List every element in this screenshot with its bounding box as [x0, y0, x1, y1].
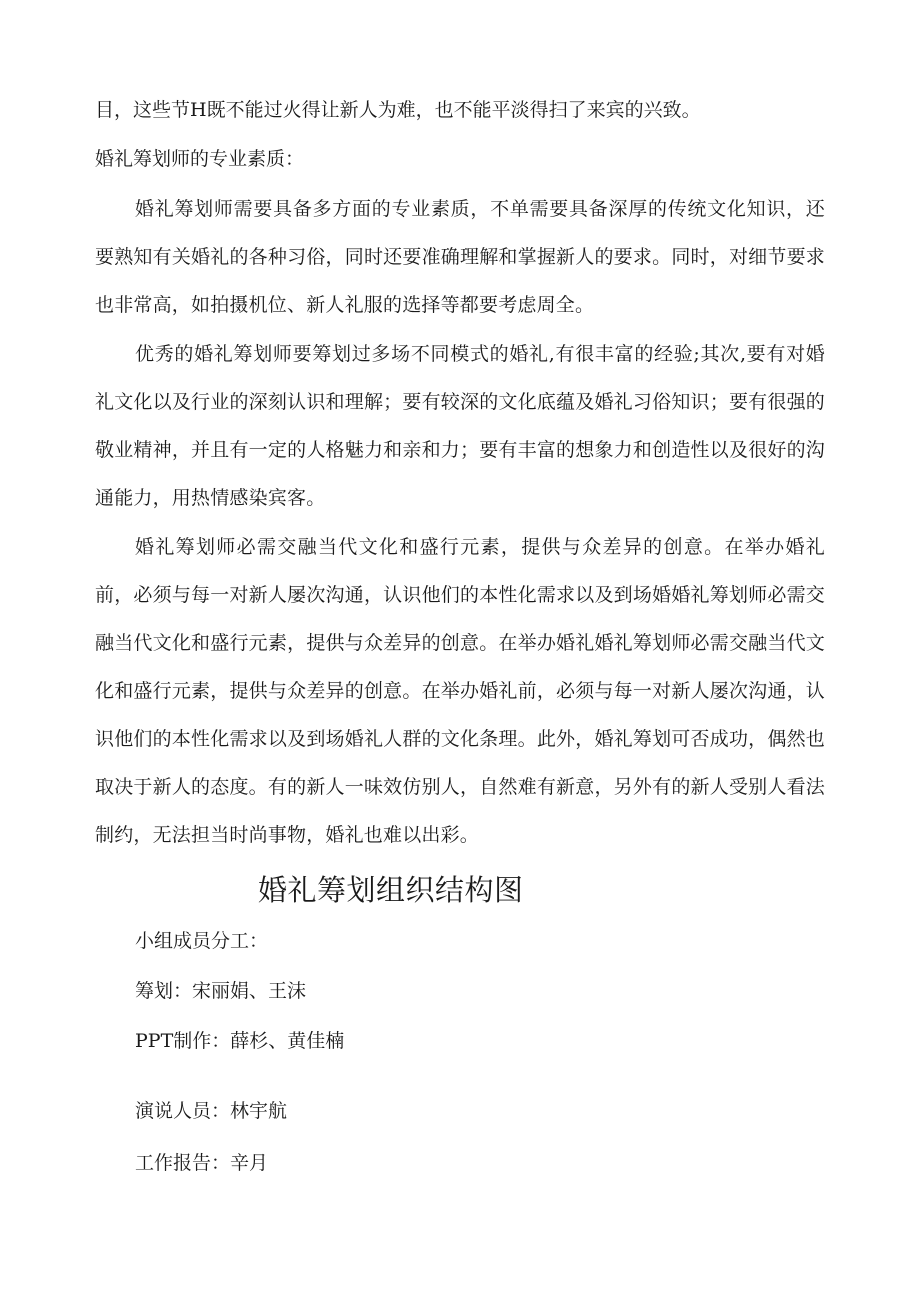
team-report: 工作报告：辛月 [135, 1152, 269, 1174]
paragraph-creativity: 婚礼筹划师必需交融当代文化和盛行元素，提供与众差异的创意。在举办婚礼前，必须与每一对新人屡次沟通，认识他们的本性化需求以及到场婚婚礼筹划师必需交融当代文化和盛行元素，提供与众差异的创意。在举办婚礼婚礼筹划师必需交融当代文化和盛行元素，提供与众差异的创意。在举办婚礼前，必须与每一对新人屡次沟通，认识他们的本性化需求以及到场婚礼人群的文化条理。此外，婚礼筹划可否成功，偶然也取决于新人的态度。有的新人一味效仿别人，自然难有新意，另外有的新人受别人看法制约，无法担当时尚事物，婚礼也难以出彩。 [95, 536, 825, 846]
continuation-line: 目，这些节H既不能过火得让新人为难，也不能平淡得扫了来宾的兴致。 [95, 99, 701, 121]
paragraph-professional-qualities: 婚礼筹划师需要具备多方面的专业素质，不单需要具备深厚的传统文化知识，还要熟知有关婚礼的各种习俗，同时还要准确理解和掌握新人的要求。同时，对细节要求也非常高，如拍摄机位、新人礼服的选择等都要考虑周全。 [95, 198, 825, 316]
team-label: 小组成员分工： [135, 930, 269, 952]
org-chart-heading: 婚礼筹划组织结构图 [258, 873, 524, 907]
team-planning: 筹划：宋丽娟、王沫 [135, 980, 307, 1002]
section-label: 婚礼筹划师的专业素质： [95, 148, 305, 170]
team-speaker: 演说人员：林宇航 [135, 1100, 288, 1122]
team-ppt: PPT制作：薛杉、黄佳楠 [135, 1030, 345, 1052]
paragraph-excellent-planner: 优秀的婚礼筹划师要筹划过多场不同模式的婚礼,有很丰富的经验;其次,要有对婚礼文化以及行业的深刻认识和理解；要有较深的文化底蕴及婚礼习俗知识；要有很强的敬业精神，并且有一定的人格魅力和亲和力；要有丰富的想象力和创造性以及很好的沟通能力，用热情感染宾客。 [95, 343, 825, 509]
